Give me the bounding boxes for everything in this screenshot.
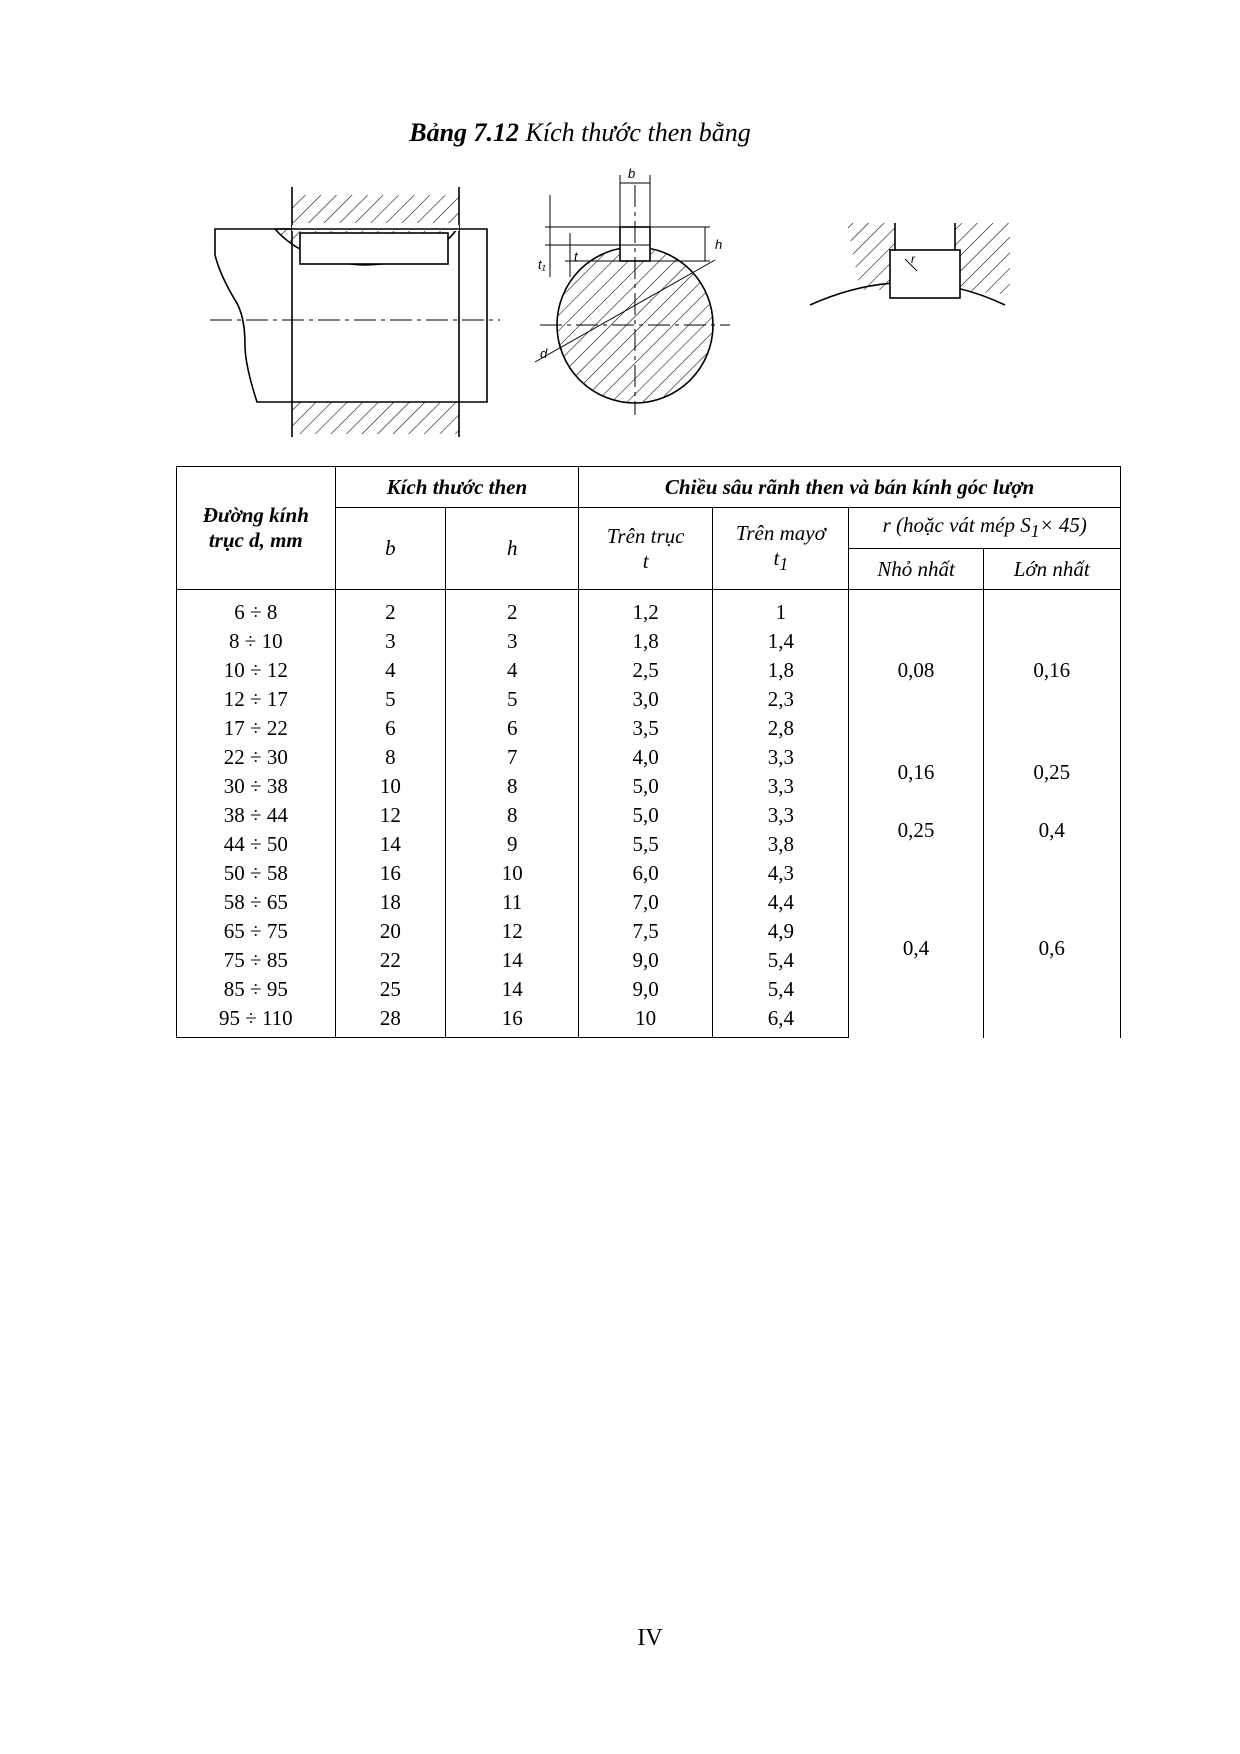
caption-title: Kích thước then bằng xyxy=(525,118,751,147)
caption-number: Bảng 7.12 xyxy=(409,118,520,147)
cell-t: 5,5 xyxy=(579,830,713,859)
label-d: d xyxy=(540,346,548,361)
cell-d: 22 ÷ 30 xyxy=(177,743,336,772)
cell-radius-min: 0,25 xyxy=(849,801,983,859)
cell-t: 3,5 xyxy=(579,714,713,743)
cell-d: 17 ÷ 22 xyxy=(177,714,336,743)
cell-b: 12 xyxy=(335,801,446,830)
label-b: b xyxy=(628,166,636,181)
cell-t1: 5,4 xyxy=(713,975,849,1004)
cell-h: 12 xyxy=(446,917,579,946)
cell-radius-min: 0,16 xyxy=(849,743,983,801)
cell-t: 3,0 xyxy=(579,685,713,714)
cell-h: 2 xyxy=(446,590,579,628)
cell-radius-max: 0,4 xyxy=(983,801,1120,859)
cell-b: 4 xyxy=(335,656,446,685)
cell-b: 2 xyxy=(335,590,446,628)
cell-t1: 4,9 xyxy=(713,917,849,946)
cell-d: 38 ÷ 44 xyxy=(177,801,336,830)
cell-h: 11 xyxy=(446,888,579,917)
cell-t: 6,0 xyxy=(579,859,713,888)
header-on-hub xyxy=(713,508,849,590)
cell-radius-min: 0,08 xyxy=(849,590,983,744)
cell-t1: 1 xyxy=(713,590,849,628)
cross-section-drawing xyxy=(535,166,730,415)
cell-t: 9,0 xyxy=(579,946,713,975)
cell-d: 65 ÷ 75 xyxy=(177,917,336,946)
header-t: t xyxy=(642,548,649,573)
cell-h: 3 xyxy=(446,627,579,656)
label-r: r xyxy=(911,252,915,266)
cell-d: 6 ÷ 8 xyxy=(177,590,336,628)
header-h: h xyxy=(446,508,579,590)
header-radius-label: r (hoặc vát mép S xyxy=(882,513,1031,538)
cell-b: 6 xyxy=(335,714,446,743)
table-row xyxy=(177,801,1121,830)
table-row xyxy=(177,590,1121,628)
cell-h: 5 xyxy=(446,685,579,714)
cell-t1: 2,8 xyxy=(713,714,849,743)
label-t: t xyxy=(574,249,578,264)
cell-b: 28 xyxy=(335,1004,446,1038)
cell-t1: 6,4 xyxy=(713,1004,849,1038)
header-key-size: Kích thước then xyxy=(335,467,579,508)
cell-d: 58 ÷ 65 xyxy=(177,888,336,917)
cell-d: 30 ÷ 38 xyxy=(177,772,336,801)
detail-drawing xyxy=(810,223,1010,305)
cell-b: 10 xyxy=(335,772,446,801)
cell-h: 8 xyxy=(446,801,579,830)
cell-t1: 3,3 xyxy=(713,801,849,830)
header-t1: t xyxy=(773,546,780,571)
cell-b: 25 xyxy=(335,975,446,1004)
header-b: b xyxy=(335,508,446,590)
header-radius-suffix: × 45) xyxy=(1039,513,1087,538)
cell-radius-min: 0,4 xyxy=(849,859,983,1038)
cell-h: 8 xyxy=(446,772,579,801)
cell-d: 10 ÷ 12 xyxy=(177,656,336,685)
header-depth-radius: Chiều sâu rãnh then và bán kính góc lượn xyxy=(579,467,1121,508)
cell-d: 85 ÷ 95 xyxy=(177,975,336,1004)
cell-b: 20 xyxy=(335,917,446,946)
cell-b: 8 xyxy=(335,743,446,772)
cell-radius-max: 0,6 xyxy=(983,859,1120,1038)
longitudinal-section-drawing xyxy=(210,187,500,437)
cell-t: 5,0 xyxy=(579,772,713,801)
cell-h: 14 xyxy=(446,946,579,975)
cell-t1: 3,3 xyxy=(713,772,849,801)
cell-d: 95 ÷ 110 xyxy=(177,1004,336,1038)
cell-b: 3 xyxy=(335,627,446,656)
cell-t1: 3,3 xyxy=(713,743,849,772)
cell-t: 1,2 xyxy=(579,590,713,628)
table-row xyxy=(177,743,1121,772)
cell-h: 10 xyxy=(446,859,579,888)
cell-h: 14 xyxy=(446,975,579,1004)
cell-b: 14 xyxy=(335,830,446,859)
cell-radius-max: 0,25 xyxy=(983,743,1120,801)
cell-radius-max: 0,16 xyxy=(983,590,1120,744)
header-radius-sub: 1 xyxy=(1030,521,1040,542)
key-dimensions-table xyxy=(176,466,1121,1038)
cell-t: 4,0 xyxy=(579,743,713,772)
header-max: Lớn nhất xyxy=(983,549,1120,590)
cell-h: 4 xyxy=(446,656,579,685)
page-number: IV xyxy=(637,1625,663,1651)
table-row xyxy=(177,859,1121,888)
header-shaft-diameter: Đường kính trục d, mm xyxy=(177,467,336,590)
key-drawings xyxy=(195,165,1125,445)
cell-d: 50 ÷ 58 xyxy=(177,859,336,888)
cell-b: 16 xyxy=(335,859,446,888)
header-on-shaft-label: Trên trục xyxy=(606,523,685,548)
header-radius xyxy=(849,508,1121,549)
header-on-shaft xyxy=(579,508,713,590)
cell-t1: 4,4 xyxy=(713,888,849,917)
cell-t1: 2,3 xyxy=(713,685,849,714)
cell-h: 6 xyxy=(446,714,579,743)
cell-t1: 4,3 xyxy=(713,859,849,888)
cell-b: 22 xyxy=(335,946,446,975)
cell-t1: 3,8 xyxy=(713,830,849,859)
cell-h: 9 xyxy=(446,830,579,859)
cell-t: 5,0 xyxy=(579,801,713,830)
cell-t: 7,5 xyxy=(579,917,713,946)
cell-d: 12 ÷ 17 xyxy=(177,685,336,714)
cell-d: 75 ÷ 85 xyxy=(177,946,336,975)
cell-t: 9,0 xyxy=(579,975,713,1004)
header-on-hub-label: Trên mayơ xyxy=(735,521,826,546)
cell-t: 10 xyxy=(579,1004,713,1038)
header-min: Nhỏ nhất xyxy=(849,549,983,590)
cell-d: 44 ÷ 50 xyxy=(177,830,336,859)
cell-d: 8 ÷ 10 xyxy=(177,627,336,656)
cell-t: 1,8 xyxy=(579,627,713,656)
cell-h: 16 xyxy=(446,1004,579,1038)
cell-h: 7 xyxy=(446,743,579,772)
label-h: h xyxy=(715,237,723,252)
cell-t1: 1,4 xyxy=(713,627,849,656)
cell-t1: 5,4 xyxy=(713,946,849,975)
cell-t: 7,0 xyxy=(579,888,713,917)
cell-b: 18 xyxy=(335,888,446,917)
label-t1: t₁ xyxy=(538,257,546,272)
cell-b: 5 xyxy=(335,685,446,714)
header-t1-sub: 1 xyxy=(779,554,789,575)
cell-t1: 1,8 xyxy=(713,656,849,685)
table-caption xyxy=(0,118,1160,148)
cell-t: 2,5 xyxy=(579,656,713,685)
